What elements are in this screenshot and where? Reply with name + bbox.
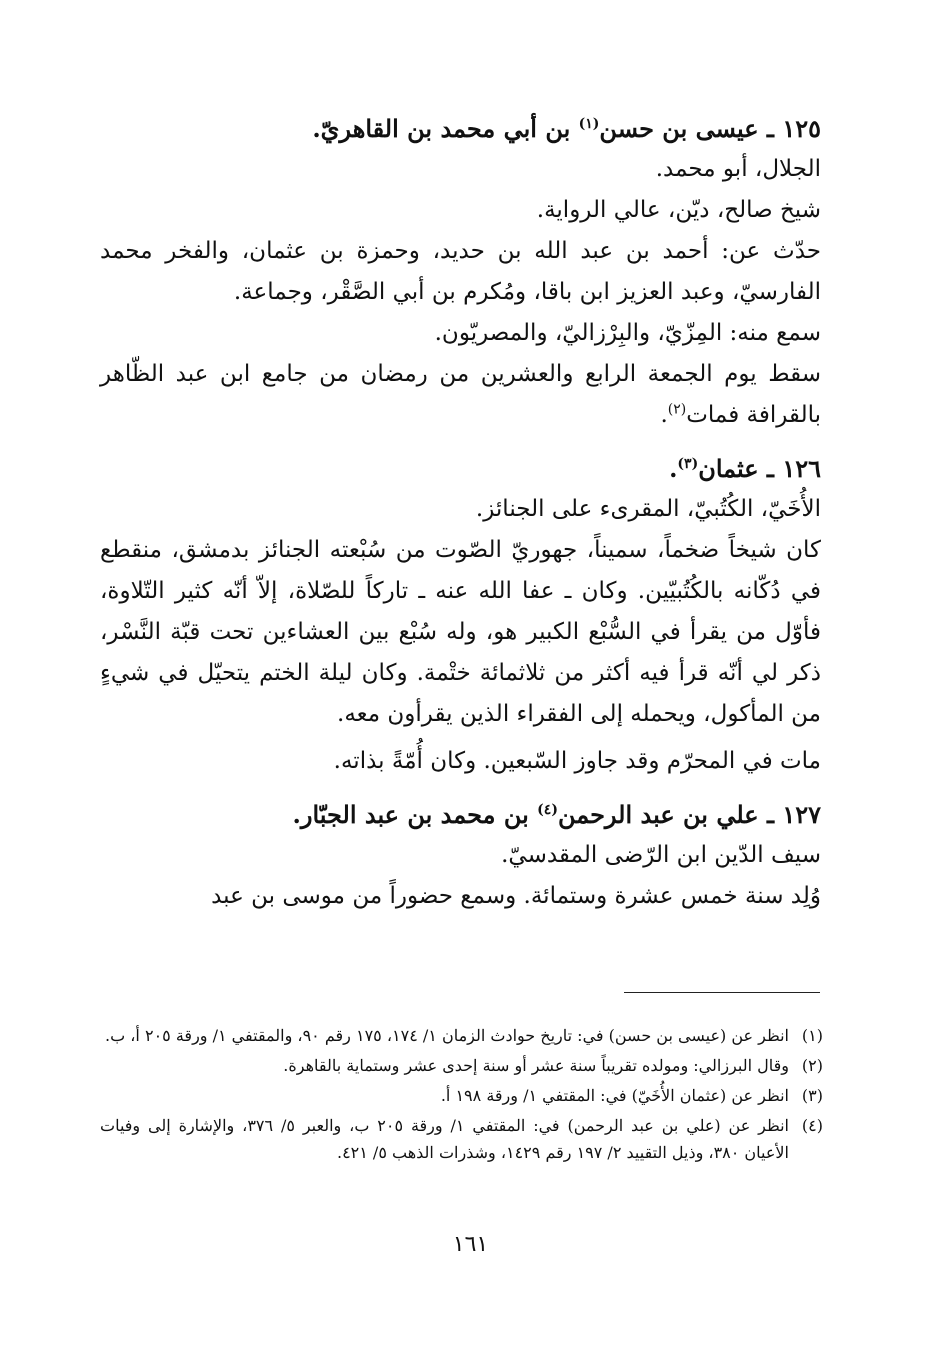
entry-heading-text: ١٢٥ ـ عيسى بن حسن [599,114,821,143]
footnote [100,1052,823,1079]
paragraph-end: . [660,402,668,428]
entry-paragraph: مات في المحرّم وقد جاوز السّبعين. وكان أُمّةً بذاته. [333,748,821,774]
biography-entry-125 [100,108,821,436]
footnote-text: انظر عن (عثمان الأُخَيّ) في: المقتفي ١/ ورقة ١٩٨ أ. [440,1086,789,1105]
footnote-number: (١) [801,1026,823,1045]
biography-entry-126 [100,448,821,782]
entry-heading-text-rest: . [669,454,678,483]
footnote [100,1022,823,1049]
footnote-text: انظر عن (علي بن عبد الرحمن) في: المقتفي ١/ ورقة ٢٠٥ ب، والعبر ٥/ ٣٧٦، والإشارة إلى وفيات الأعيان ٣٨٠، وذيل التقييد ٢/ ١٩٧ رقم ١٤٢٩، وشذرات الذهب ٥/ ٤٢١. [100,1116,789,1162]
entry-heading-text: ١٢٦ ـ عثمان [698,454,821,483]
footnote-ref: (٤) [537,802,558,818]
footnote-number: (٤) [801,1116,823,1135]
paragraph-text: سقط يوم الجمعة الرابع والعشرين من رمضان من جامع ابن عبد الظّاهر بالقرافة فمات [100,361,821,428]
footnote-text: انظر عن (عيسى بن حسن) في: تاريخ حوادث الزمان ١/ ١٧٤، ١٧٥ رقم ٩٠، والمقتفي ١/ ورقة ٢٠٥ أ، ب. [105,1026,789,1045]
footnote [100,1082,823,1109]
entry-heading [100,448,821,489]
entry-paragraph-last [100,354,821,436]
entry-line: الأُخَيّ، الكُتُبيّ، المقرىء على الجنائز. [475,496,821,522]
footnote-ref: (١) [578,116,600,132]
biography-entry-127 [100,794,821,917]
entry-paragraph: سمع منه: المِزّيّ، والبِرْزاليّ، والمصريّون. [434,320,821,346]
footnote-text: وقال البرزالي: ومولده تقريباً سنة عشر أو سنة إحدى عشر وستماية بالقاهرة. [283,1056,789,1075]
entry-heading [100,794,821,835]
footnote [100,1112,823,1166]
footnote-number: (٣) [801,1086,823,1105]
entry-line: سيف الدّين ابن الرّضى المقدسيّ. [501,842,821,868]
page-number: ١٦١ [452,1232,489,1257]
footnote-number: (٢) [801,1056,823,1075]
entry-paragraph: كان شيخاً ضخماً، سميناً، جهوريّ الصّوت من سُبْعته الجنائز بدمشق، منقطع في دُكّانه بالكُتُبيّين. وكان ـ عفا الله عنه ـ تاركاً للصّلاة، إلاّ أنّه كثير التّلاوة، فأوّل من يقرأ في السُّبْع الكبير هو، وله سُبْع بين العشاءين تحت قبّة النَّسْر، ذكر لي أنّه قرأ فيه أكثر من ثلاثمائة ختْمة. وكان ليلة الختم يتحيّل في شيءٍ من المأكول، ويحمله إلى الفقراء الذين يقرأون معه. [100,537,821,727]
entry-paragraph: حدّث عن: أحمد بن عبد الله بن حديد، وحمزة بن عثمان، والفخر محمد الفارسيّ، وعبد العزيز ابن باقا، ومُكرم بن أبي الصَّقْر، وجماعة. [100,238,821,305]
footnote-ref: (٢) [667,401,687,418]
entry-paragraph: وُلِد سنة خمس عشرة وستمائة. وسمع حضوراً من موسى بن عبد [211,883,821,909]
entry-line: شيخ صالح، ديّن، عالي الرواية. [536,197,821,223]
entry-heading-text-rest: بن محمد بن عبد الجبّار. [292,800,538,829]
entry-line: الجلال، أبو محمد. [655,156,821,182]
main-text [100,108,821,929]
entry-heading [100,108,821,149]
footnotes [100,1022,823,1169]
entry-heading-text-rest: بن أبي محمد بن القاهريّ. [312,114,579,143]
footnote-ref: (٣) [677,456,699,472]
footnote-separator [624,992,820,993]
entry-heading-text: ١٢٧ ـ علي بن عبد الرحمن [557,800,821,829]
